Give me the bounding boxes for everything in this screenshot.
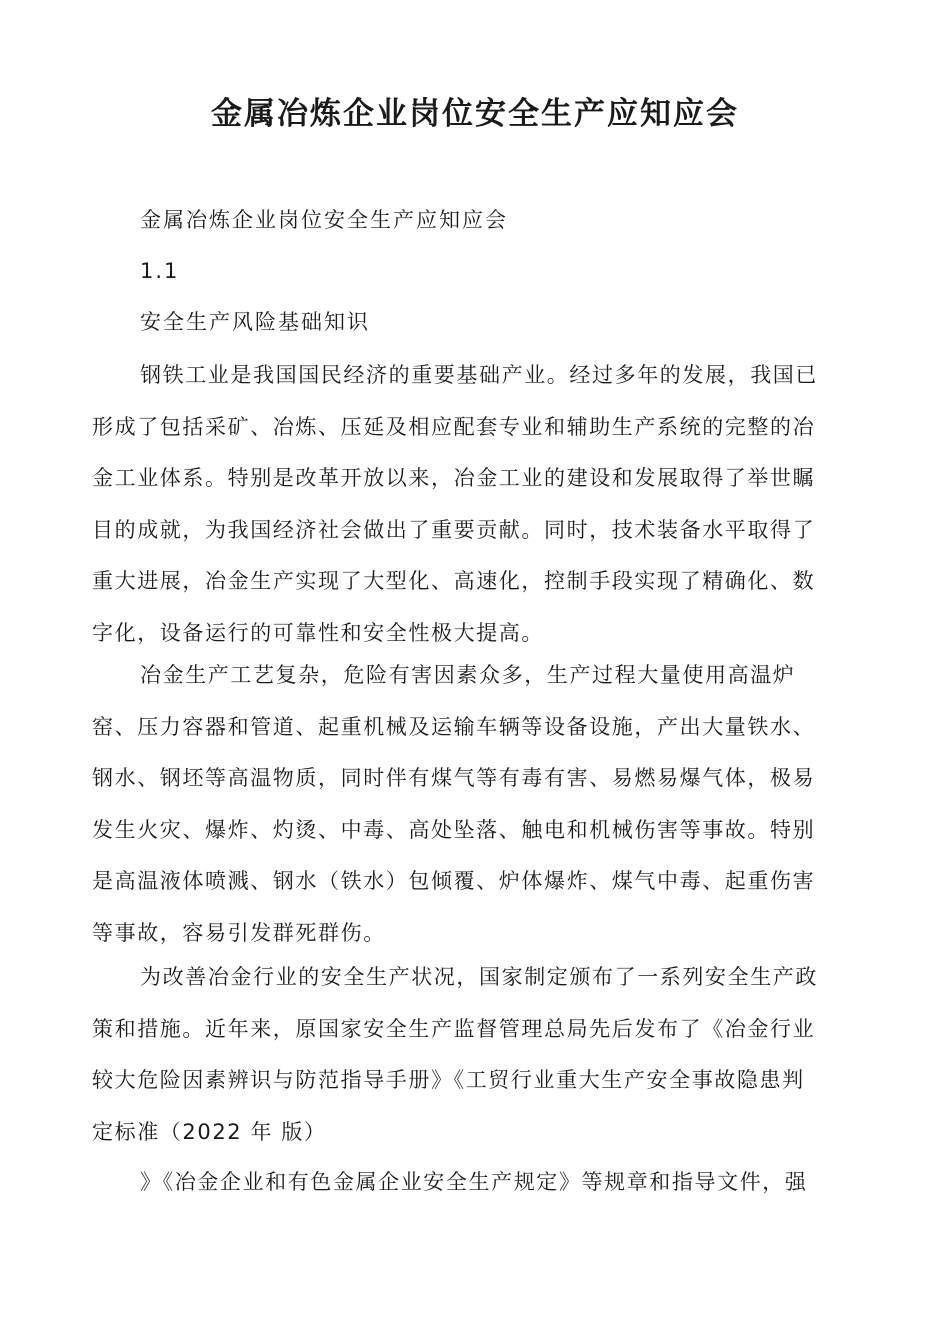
paragraph-line: 钢水、钢坯等高温物质，同时伴有煤气等有毒有害、易燃易爆气体，极易 — [92, 766, 816, 790]
paragraph-1 — [92, 350, 862, 659]
paragraph-line: 》《冶金企业和有色金属企业安全生产规定》等规章和指导文件，强 — [140, 1170, 808, 1194]
paragraph-line: 形成了包括采矿、冶炼、压延及相应配套专业和辅助生产系统的完整的冶 — [92, 414, 816, 439]
paragraph-line: 窑、压力容器和管道、起重机械及运输车辆等设备设施，产出大量铁水、 — [92, 714, 816, 739]
paragraph-line: 钢铁工业是我国国民经济的重要基础产业。经过多年的发展，我国已 — [140, 363, 818, 387]
paragraph-2 — [92, 650, 862, 959]
paragraph-line: 为改善冶金行业的安全生产状况，国家制定颁布了一系列安全生产政 — [140, 965, 818, 989]
paragraph-line: 重大进展，冶金生产实现了大型化、高速化，控制手段实现了精确化、数 — [92, 569, 816, 593]
paragraph-4 — [92, 1157, 862, 1209]
paragraph-line: 发生火灾、爆炸、灼烫、中毒、高处坠落、触电和机械伤害等事故。特别 — [92, 817, 816, 842]
paragraph-line: 等事故，容易引发群死群伤。 — [92, 920, 386, 945]
page-title: 金属冶炼企业岗位安全生产应知应会 — [211, 96, 739, 132]
paragraph-line: 定标准（2022 年 版） — [92, 1119, 327, 1144]
paragraph-line: 金工业体系。特别是改革开放以来，冶金工业的建设和发展取得了举世瞩 — [92, 466, 816, 490]
section-number: 1.1 — [140, 259, 180, 283]
paragraph-line: 冶金生产工艺复杂，危险有害因素众多，生产过程大量使用高温炉 — [140, 663, 796, 687]
paragraph-line: 是高温液体喷溅、钢水（铁水）包倾覆、炉体爆炸、煤气中毒、起重伤害 — [92, 869, 816, 893]
paragraph-line: 目的成就，为我国经济社会做出了重要贡献。同时，技术装备水平取得了 — [92, 517, 816, 542]
paragraph-line: 字化，设备运行的可靠性和安全性极大提高。 — [92, 620, 544, 645]
paragraph-line: 策和措施。近年来，原国家安全生产监督管理总局先后发布了《冶金行业 — [92, 1016, 816, 1041]
paragraph-line: 较大危险因素辨识与防范指导手册》《工贸行业重大生产安全事故隐患判 — [92, 1068, 805, 1092]
document-subtitle: 金属冶炼企业岗位安全生产应知应会 — [140, 208, 508, 232]
paragraph-3 — [92, 952, 862, 1158]
section-title: 安全生产风险基础知识 — [140, 310, 370, 334]
